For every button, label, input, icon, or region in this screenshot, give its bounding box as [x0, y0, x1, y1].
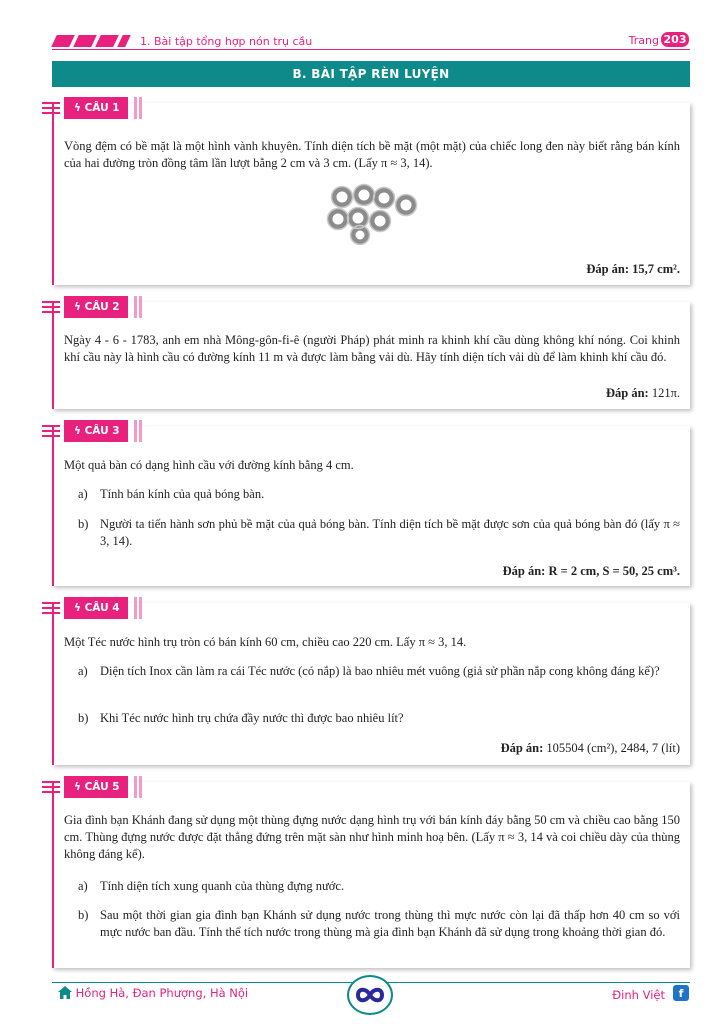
header-stripes	[52, 35, 137, 47]
header-divider	[52, 49, 690, 50]
sub-question-b: b) Người ta tiến hành sơn phủ bề mặt của quả bóng bàn. Tính diện tích bề mặt được sơn của quả bóng bàn đó (lấy π ≈ 3, 14).	[78, 517, 680, 548]
question-text: Vòng đệm có bề mặt là một hình vành khuyên. Tính diện tích bề mặt (một mặt) của chiếc long đen này biết rằng bán kính của hai đường tròn đồng tâm lần lượt bằng 2 cm và 3 cm. (Lấy π ≈ 3, 14).	[64, 139, 680, 170]
facebook-icon[interactable]: f	[673, 985, 689, 1001]
question-3: ϟ CÂU 3 Một quả bàn có dạng hình cầu với đường kính bằng 4 cm. a) Tính bán kính của quả bóng bàn. b) Người ta tiến hành sơn phủ bề mặt của quả bóng bàn. Tính diện tích bề mặt được sơn của quả bóng bàn đó (lấy π ≈ 3, 14). Đáp án: R = 2 cm, S = 50, 25 cm³.	[52, 426, 690, 586]
question-1: ϟ CÂU 1 Vòng đệm có bề mặt là một hình vành khuyên. Tính diện tích bề mặt (một mặt) của chiếc long đen này biết rằng bán kính của hai đường tròn đồng tâm lần lượt bằng 2 cm và 3 cm. (Lấy π ≈ 3, 14). Đáp án: 15,7 cm².	[52, 103, 690, 285]
home-icon	[58, 986, 72, 999]
lightning-icon: ϟ	[74, 781, 85, 793]
page-number: 203	[661, 32, 689, 47]
sub-question-b: b) Sau một thời gian gia đình bạn Khánh sử dụng nước trong thùng thì mực nước còn lại đã thấp hơn 40 cm so với mực nước ban đầu. Tính thể tích nước trong thùng mà gia đình bạn Khánh đã sử dụng trong khoảng thời gian đó.	[78, 908, 680, 939]
page-label: Trang	[628, 34, 659, 47]
question-2: ϟ CÂU 2 Ngày 4 - 6 - 1783, anh em nhà Mông-gôn-fi-ê (người Pháp) phát minh ra khinh khí cầu dùng không khí nóng. Coi khinh khí cầu này là hình cầu có đường kính 11 m và được làm bằng vải dù. Hãy tính diện tích vải dù để làm khinh khí cầu đó. Đáp án: 121π.	[52, 302, 690, 409]
lightning-icon: ϟ	[74, 102, 85, 114]
page-header	[0, 30, 725, 54]
footer-author: Đinh Việt	[612, 988, 665, 1002]
sub-question-b: b) Khi Téc nước hình trụ chứa đầy nước thì được bao nhiêu lít?	[78, 711, 404, 725]
question-text: Gia đình bạn Khánh đang sử dụng một thùng đựng nước dạng hình trụ với bán kính đáy bằng 50 cm và chiều cao bằng 150 cm. Thùng đựng nước được đặt thẳng đứng trên mặt sàn như hình minh hoạ bên. (Lấy π ≈ 3, 14 và coi chiều dày của thùng không đáng kể).	[64, 813, 680, 861]
question-text: Ngày 4 - 6 - 1783, anh em nhà Mông-gôn-fi-ê (người Pháp) phát minh ra khinh khí cầu dùng không khí nóng. Coi khinh khí cầu này là hình cầu có đường kính 11 m và được làm bằng vải dù. Hãy tính diện tích vải dù để làm khinh khí cầu đó.	[64, 333, 680, 364]
lightning-icon: ϟ	[74, 425, 85, 437]
infinity-icon	[349, 977, 391, 1013]
lightning-icon: ϟ	[74, 301, 85, 313]
breadcrumb: 1. Bài tập tổng hợp nón trụ cầu	[140, 35, 313, 48]
answer: Đáp án: R = 2 cm, S = 50, 25 cm³.	[502, 564, 680, 578]
infinity-logo	[347, 975, 393, 1015]
question-text: Một quả bàn có dạng hình cầu với đường kính bằng 4 cm.	[64, 458, 354, 472]
question-5: ϟ CÂU 5 Gia đình bạn Khánh đang sử dụng một thùng đựng nước dạng hình trụ với bán kính đáy bằng 50 cm và chiều cao bằng 150 cm. Thùng đựng nước được đặt thẳng đứng trên mặt sàn như hình minh hoạ bên. (Lấy π ≈ 3, 14 và coi chiều dày của thùng không đáng kể). a) Tính diện tích xung quanh của thùng đựng nước. b) Sau một thời gian gia đình bạn Khánh sử dụng nước trong thùng thì mực nước còn lại đã thấp hơn 40 cm so với mực nước ban đầu. Tính thể tích nước trong thùng mà gia đình bạn Khánh đã sử dụng trong khoảng thời gian đó.	[52, 782, 690, 968]
answer: Đáp án: 121π.	[605, 386, 680, 400]
sub-question-a: a) Tính bán kính của quả bóng bàn.	[78, 487, 265, 501]
washers-image	[324, 183, 424, 245]
section-title: B. BÀI TẬP RÈN LUYỆN	[52, 61, 690, 87]
footer-address: Hồng Hà, Đan Phượng, Hà Nội	[58, 986, 248, 1000]
sub-question-a: a) Diện tích Inox cần làm ra cái Téc nước (có nắp) là bao nhiêu mét vuông (giả sử phần nắp cong không đáng kể)?	[78, 664, 660, 678]
lightning-icon: ϟ	[74, 602, 85, 614]
question-text: Một Téc nước hình trụ tròn có bán kính 60 cm, chiều cao 220 cm. Lấy π ≈ 3, 14.	[64, 635, 467, 649]
sub-question-a: a) Tính diện tích xung quanh của thùng đựng nước.	[78, 879, 345, 893]
question-4: ϟ CÂU 4 Một Téc nước hình trụ tròn có bán kính 60 cm, chiều cao 220 cm. Lấy π ≈ 3, 14. a) Diện tích Inox cần làm ra cái Téc nước (có nắp) là bao nhiêu mét vuông (giả sử phần nắp cong không đáng kể)? b) Khi Téc nước hình trụ chứa đầy nước thì được bao nhiêu lít? Đáp án: 105504 (cm²), 2484, 7 (lít)	[52, 603, 690, 765]
answer: Đáp án: 105504 (cm²), 2484, 7 (lít)	[500, 741, 680, 755]
answer: Đáp án: 15,7 cm².	[586, 262, 680, 276]
